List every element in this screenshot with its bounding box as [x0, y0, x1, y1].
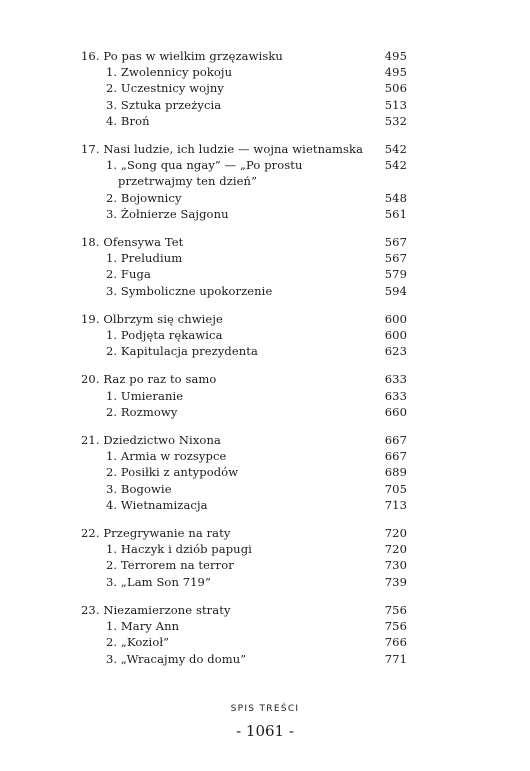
section-title: [106, 97, 221, 113]
section-page-number: 689: [384, 465, 407, 480]
section-page-number: 548: [384, 190, 407, 205]
chapter-heading[interactable]: [81, 602, 407, 618]
section-entry[interactable]: [81, 64, 407, 80]
section-title: [106, 651, 246, 667]
section-title: [106, 634, 169, 650]
section-page-number: 600: [384, 328, 407, 343]
chapter-block: [81, 602, 407, 667]
chapter-heading[interactable]: [81, 234, 407, 250]
section-entry[interactable]: [81, 541, 407, 557]
section-title: [106, 113, 150, 129]
section-title-line: 4. Broń: [106, 113, 150, 128]
section-page-number: 720: [384, 542, 407, 557]
section-title: [106, 541, 252, 557]
chapter-page-number: 667: [384, 433, 407, 448]
section-title: [106, 157, 303, 189]
section-entry[interactable]: [81, 634, 407, 650]
chapter-block: [81, 371, 407, 420]
section-title-line: 1. Preludium: [106, 251, 183, 266]
section-title-line: 1. Zwolennicy pokoju: [106, 65, 233, 80]
section-title-line: 2. Fuga: [106, 267, 151, 282]
section-entry[interactable]: [81, 448, 407, 464]
page-number: - 1061 -: [236, 722, 294, 740]
section-page-number: 667: [384, 449, 407, 464]
section-title: [106, 448, 226, 464]
chapter-page-number: 542: [384, 142, 407, 157]
section-entry[interactable]: [81, 481, 407, 497]
section-title-line: 3. „Wracajmy do domu”: [106, 651, 247, 666]
chapter-block: [81, 432, 407, 513]
section-title-line: przetrwajmy ten dzień”: [118, 174, 258, 189]
section-title-line: 3. Sztuka przeżycia: [106, 97, 222, 112]
section-page-number: 705: [384, 481, 407, 496]
section-title: [106, 206, 229, 222]
section-entry[interactable]: [81, 574, 407, 590]
section-page-number: 766: [384, 635, 407, 650]
section-entry[interactable]: [81, 618, 407, 634]
section-title: [106, 481, 172, 497]
section-page-number: 771: [384, 651, 407, 666]
chapter-block: [81, 234, 407, 299]
section-page-number: 739: [384, 574, 407, 589]
section-page-number: 532: [384, 113, 407, 128]
section-title-line: 1. „Song qua ngay” — „Po prostu: [106, 158, 303, 173]
section-entry[interactable]: [81, 464, 407, 480]
section-title: [106, 327, 223, 343]
chapter-title: 21. Dziedzictwo Nixona: [81, 433, 221, 448]
chapter-page-number: 495: [384, 49, 407, 63]
section-page-number: 561: [384, 206, 407, 221]
section-page-number: 623: [384, 344, 407, 359]
section-entry[interactable]: [81, 266, 407, 282]
section-title: [106, 404, 177, 420]
section-entry[interactable]: [81, 388, 407, 404]
section-entry[interactable]: [81, 80, 407, 96]
chapter-page-number: 720: [384, 526, 407, 541]
section-title: [106, 343, 258, 359]
section-entry[interactable]: [81, 343, 407, 359]
section-entry[interactable]: [81, 250, 407, 266]
section-title-line: 3. „Lam Son 719”: [106, 574, 211, 589]
chapter-heading[interactable]: [81, 371, 407, 387]
chapter-title: 20. Raz po raz to samo: [81, 372, 217, 387]
chapter-heading[interactable]: [81, 48, 407, 64]
section-title-line: 3. Żołnierze Sajgonu: [106, 206, 229, 221]
section-title-line: 2. Terrorem na terror: [106, 558, 234, 573]
section-entry[interactable]: [81, 190, 407, 206]
section-entry[interactable]: [81, 651, 407, 667]
chapter-page-number: 756: [384, 602, 407, 617]
section-entry[interactable]: [81, 206, 407, 222]
chapter-block: [81, 525, 407, 590]
section-page-number: 730: [384, 558, 407, 573]
section-page-number: 756: [384, 619, 407, 634]
section-title: [106, 266, 151, 282]
chapter-page-number: 567: [384, 235, 407, 250]
section-entry[interactable]: [81, 327, 407, 343]
chapter-title: 16. Po pas w wielkim grzęzawisku: [81, 49, 283, 63]
section-entry[interactable]: [81, 113, 407, 129]
chapter-block: [81, 311, 407, 360]
section-title-line: 2. Bojownicy: [106, 190, 182, 205]
section-page-number: 633: [384, 388, 407, 403]
section-page-number: 542: [384, 158, 407, 173]
section-title: [106, 618, 179, 634]
section-entry[interactable]: [81, 404, 407, 420]
section-title: [106, 557, 234, 573]
section-title-line: 2. Rozmowy: [106, 404, 178, 419]
running-footer: SPIS TREŚCI: [230, 704, 300, 714]
chapter-heading[interactable]: [81, 432, 407, 448]
chapter-page-number: 600: [384, 311, 407, 326]
chapter-heading[interactable]: [81, 311, 407, 327]
section-page-number: 567: [384, 251, 407, 266]
section-page-number: 513: [384, 97, 407, 112]
section-title-line: 1. Podjęta rękawica: [106, 328, 223, 343]
section-title: [106, 250, 182, 266]
section-title-line: 2. Kapitulacja prezydenta: [106, 344, 258, 359]
section-title: [106, 190, 182, 206]
section-title: [106, 497, 208, 513]
section-entry[interactable]: [81, 97, 407, 113]
section-title: [106, 80, 224, 96]
section-page-number: 506: [384, 81, 407, 96]
section-entry[interactable]: [81, 497, 407, 513]
section-title-line: 3. Symboliczne upokorzenie: [106, 283, 273, 298]
section-page-number: 713: [384, 497, 407, 512]
section-title-line: 1. Umieranie: [106, 388, 184, 403]
chapter-title: 23. Niezamierzone straty: [81, 602, 231, 617]
section-page-number: 495: [384, 65, 407, 80]
section-title-line: 2. „Kozioł”: [106, 635, 170, 650]
section-title: [106, 574, 211, 590]
section-entry[interactable]: [81, 283, 407, 299]
chapter-heading[interactable]: [81, 525, 407, 541]
chapter-block: [81, 48, 407, 129]
chapter-heading[interactable]: [81, 141, 407, 157]
section-title-line: 3. Bogowie: [106, 481, 172, 496]
section-title-line: 2. Posiłki z antypodów: [106, 465, 239, 480]
chapter-page-number: 633: [384, 372, 407, 387]
section-title-line: 1. Armia w rozsypce: [106, 449, 227, 464]
table-of-contents: [81, 48, 407, 679]
section-entry[interactable]: [81, 557, 407, 573]
chapter-title: 17. Nasi ludzie, ich ludzie — wojna wietnamska: [81, 142, 364, 157]
section-title-line: 1. Mary Ann: [106, 619, 180, 634]
section-title: [106, 388, 183, 404]
section-page-number: 579: [384, 267, 407, 282]
section-title: [106, 283, 272, 299]
section-entry[interactable]: [81, 157, 407, 189]
section-title: [106, 64, 232, 80]
section-title-line: 1. Haczyk i dziób papugi: [106, 542, 252, 557]
chapter-title: 22. Przegrywanie na raty: [81, 526, 231, 541]
section-title: [106, 464, 238, 480]
chapter-block: [81, 141, 407, 222]
chapter-title: 19. Olbrzym się chwieje: [81, 311, 223, 326]
section-page-number: 660: [384, 404, 407, 419]
section-page-number: 594: [384, 283, 407, 298]
chapter-title: 18. Ofensywa Tet: [81, 235, 184, 250]
section-title-line: 4. Wietnamizacja: [106, 497, 208, 512]
section-title-line: 2. Uczestnicy wojny: [106, 81, 224, 96]
